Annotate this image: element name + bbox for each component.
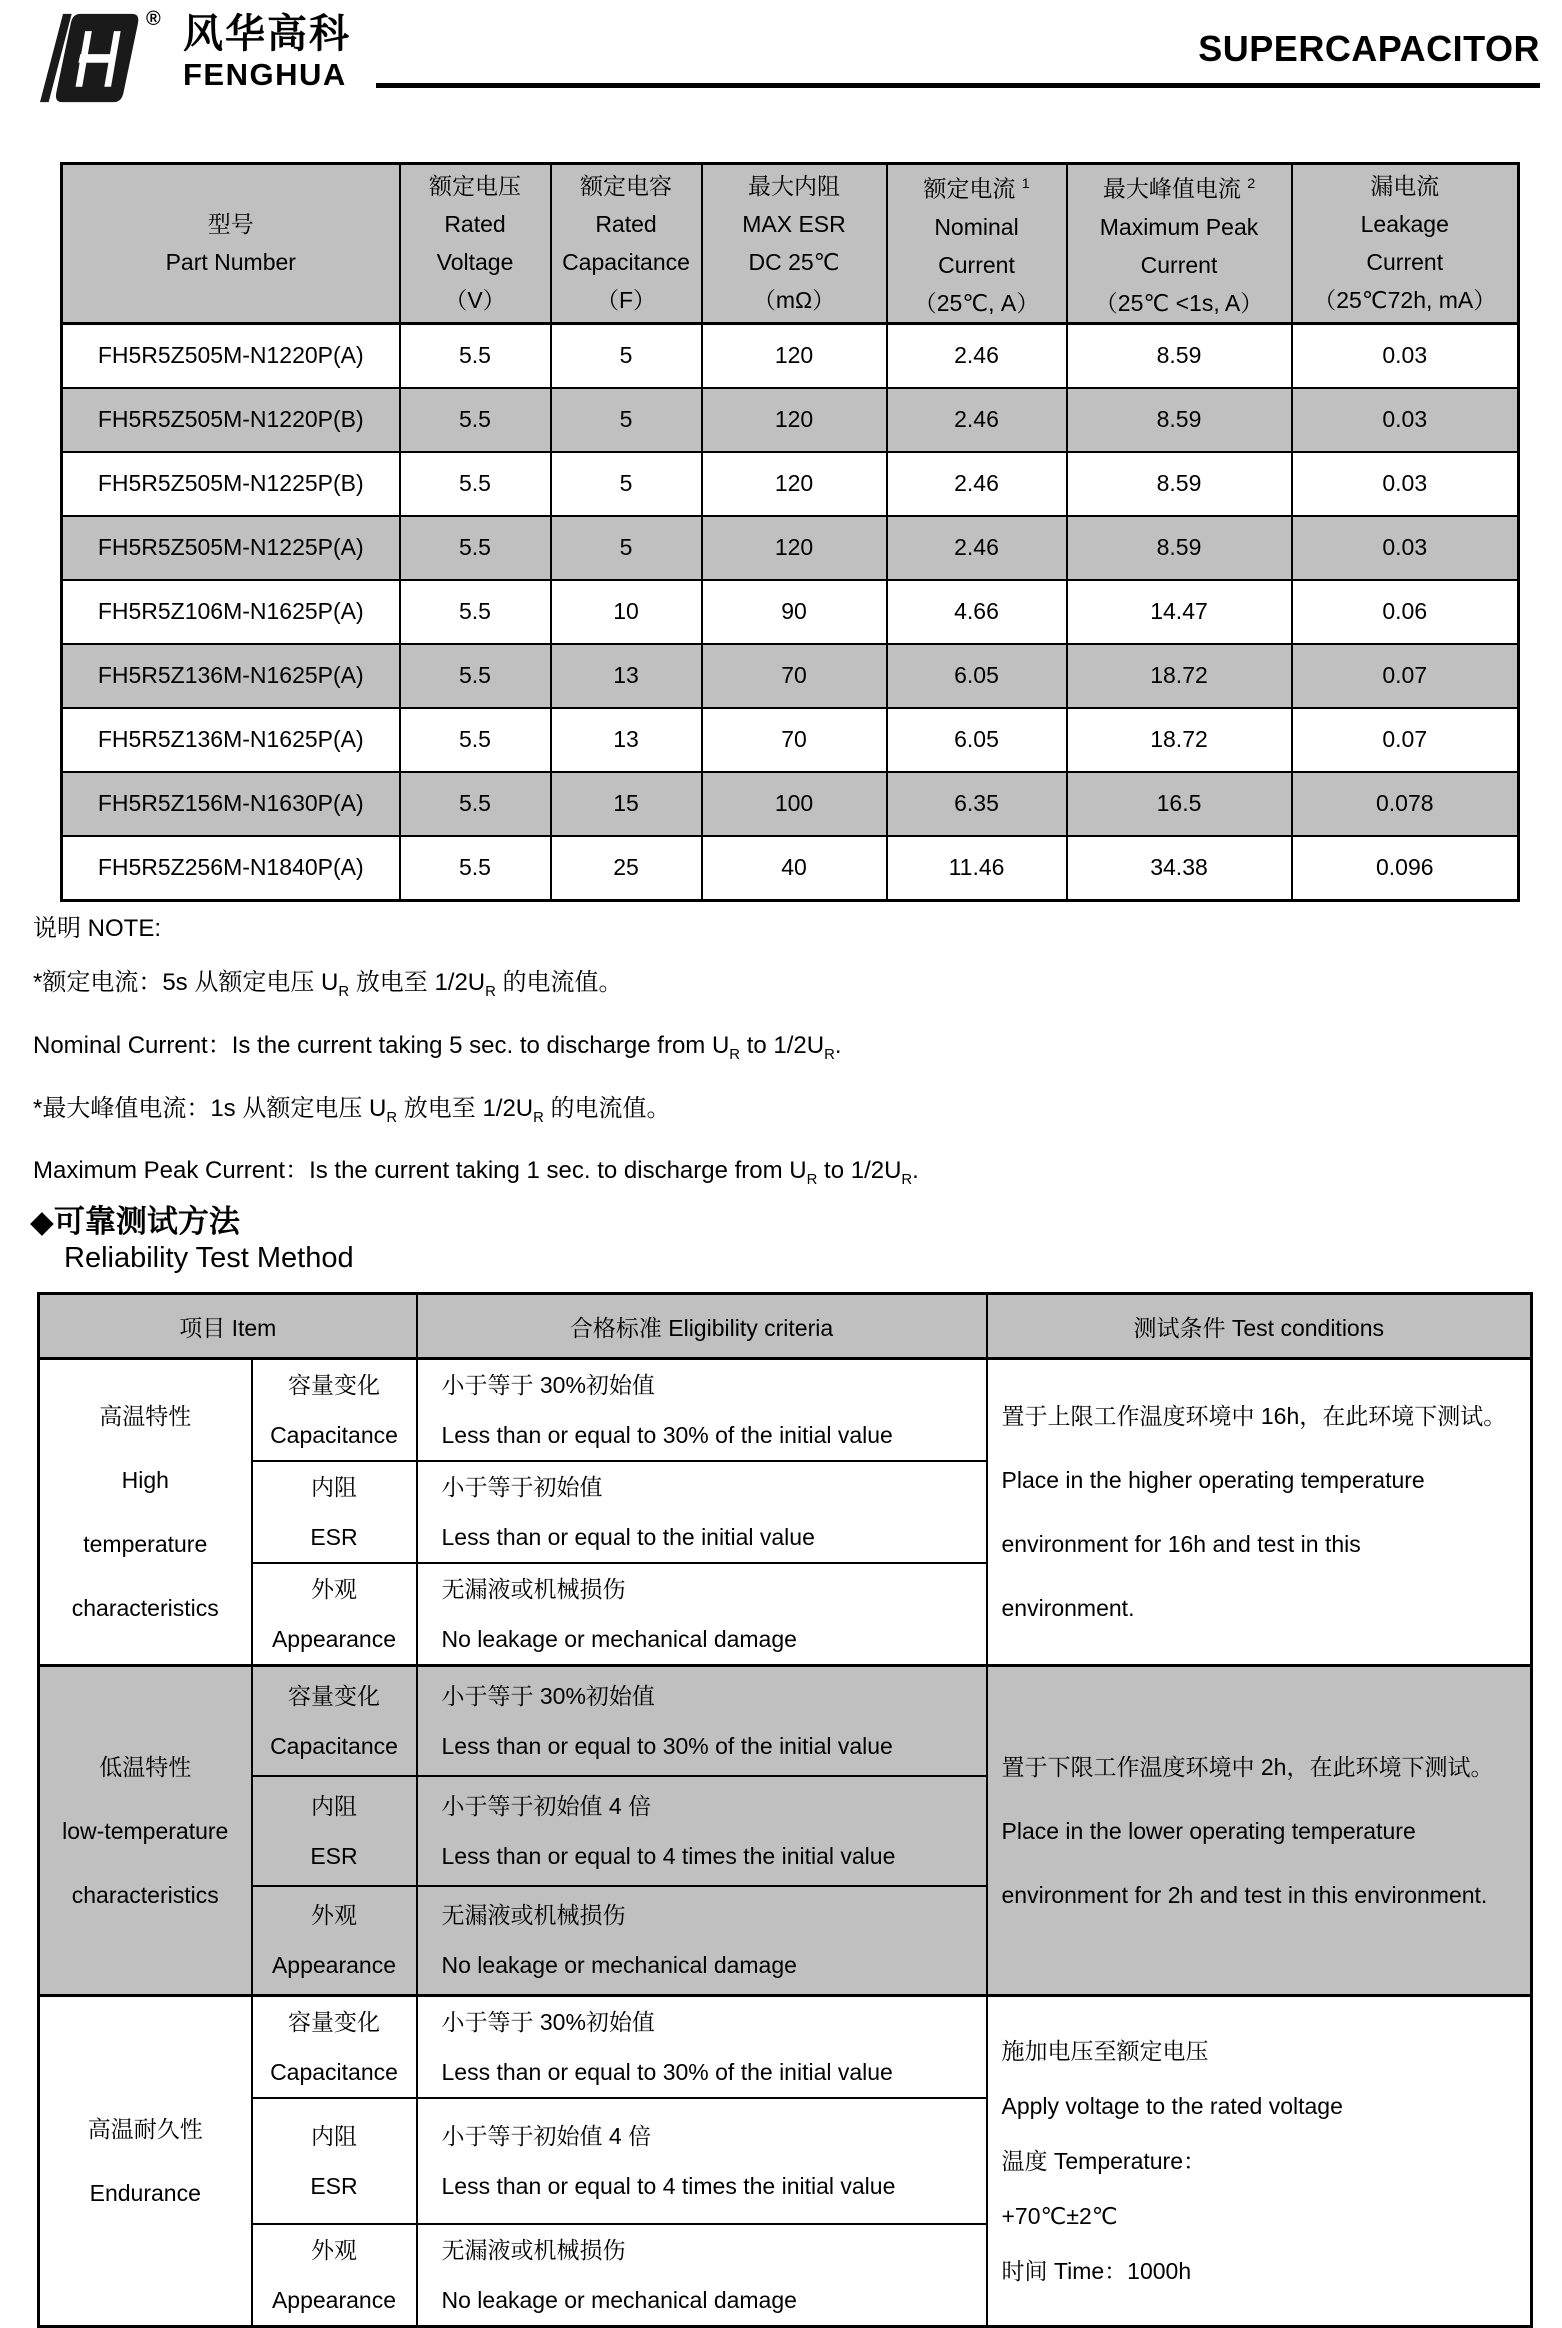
cell-nominal-current: 6.05 [887, 644, 1067, 708]
reliability-table-header [39, 1294, 1532, 1359]
cell-subitem-appearance: 外观 Appearance [252, 2224, 417, 2327]
col-header-conditions: 测试条件 Test conditions [987, 1294, 1532, 1359]
cell-capacitance: 13 [551, 644, 702, 708]
spec-table-body [62, 323, 1519, 900]
col-header-line: 最大峰值电流 $^2$ [1102, 175, 1256, 202]
col-header-line: Voltage [436, 249, 514, 276]
col-header-criteria: 合格标准 Eligibility criteria [417, 1294, 987, 1359]
cell-voltage: 5.5 [400, 388, 551, 452]
header-divider [376, 83, 1540, 88]
footnote-ref-1: 1 [1021, 176, 1030, 192]
cell-capacitance: 25 [551, 836, 702, 901]
cell-esr: 120 [702, 323, 887, 388]
col-header-line: （V） [444, 287, 506, 314]
cell-leakage-current: 0.07 [1292, 708, 1519, 772]
cell-leakage-current: 0.078 [1292, 772, 1519, 836]
cell-leakage-current: 0.03 [1292, 516, 1519, 580]
cell-peak-current: 14.47 [1067, 580, 1292, 644]
table-row [62, 516, 1519, 580]
col-header-line: Current [1140, 251, 1218, 278]
col-header-line: 额定电流 $^1$ [923, 175, 1030, 202]
cell-criteria: 小于等于 30%初始值 Less than or equal to 30% of the initial value [417, 1359, 987, 1462]
col-header-line: Current [1366, 249, 1444, 276]
cell-leakage-current: 0.03 [1292, 323, 1519, 388]
cell-nominal-current: 6.35 [887, 772, 1067, 836]
subscript-R: R [533, 1109, 544, 1126]
col-header-line: Rated [595, 211, 657, 238]
cell-esr: 120 [702, 452, 887, 516]
col-header-item: 项目 Item [39, 1294, 417, 1359]
notes-section [33, 902, 919, 1207]
cell-voltage: 5.5 [400, 580, 551, 644]
col-header-line: 额定电压 [429, 173, 521, 200]
cell-peak-current: 34.38 [1067, 836, 1292, 901]
col-header-line: （25℃, A） [913, 289, 1040, 316]
cell-voltage: 5.5 [400, 323, 551, 388]
cell-part-number: FH5R5Z505M-N1225P(A) [62, 516, 400, 580]
cell-esr: 100 [702, 772, 887, 836]
cell-esr: 120 [702, 388, 887, 452]
subscript-R: R [338, 983, 350, 1000]
cell-peak-current: 16.5 [1067, 772, 1292, 836]
col-header-line: Leakage [1360, 211, 1449, 238]
col-header-max-esr [702, 164, 887, 324]
section-heading-english: Reliability Test Method [64, 1242, 354, 1274]
cell-leakage-current: 0.03 [1292, 452, 1519, 516]
cell-item-high-temperature: 高温特性 High temperature characteristics [39, 1359, 252, 1666]
col-header-line: 漏电流 [1370, 173, 1440, 200]
col-header-line: （F） [595, 287, 657, 314]
cell-leakage-current: 0.07 [1292, 644, 1519, 708]
cell-peak-current: 18.72 [1067, 644, 1292, 708]
col-header-nominal-current [887, 164, 1067, 324]
col-header-rated-voltage [400, 164, 551, 324]
col-header-line: MAX ESR [742, 211, 846, 238]
cell-capacitance: 5 [551, 452, 702, 516]
col-header-line: 型号 [207, 211, 254, 238]
reliability-table [37, 1292, 1533, 2328]
cell-test-conditions: 置于上限工作温度环境中 16h，在此环境下测试。 Place in the higher operating temperature environment for 16h and test in this environment. [987, 1359, 1532, 1666]
col-header-part-number [62, 164, 400, 324]
cell-criteria: 小于等于 30%初始值 Less than or equal to 30% of the initial value [417, 1666, 987, 1776]
cell-leakage-current: 0.096 [1292, 836, 1519, 901]
cell-part-number: FH5R5Z136M-N1625P(A) [62, 708, 400, 772]
cell-criteria: 小于等于初始值 4 倍 Less than or equal to 4 times the initial value [417, 1776, 987, 1886]
col-header-line: DC 25℃ [748, 249, 840, 276]
cell-capacitance: 13 [551, 708, 702, 772]
cell-part-number: FH5R5Z136M-N1625P(A) [62, 644, 400, 708]
cell-part-number: FH5R5Z505M-N1225P(B) [62, 452, 400, 516]
cell-nominal-current: 2.46 [887, 452, 1067, 516]
cell-part-number: FH5R5Z256M-N1840P(A) [62, 836, 400, 901]
cell-subitem-esr: 内阻 ESR [252, 1776, 417, 1886]
subscript-R: R [824, 1046, 835, 1063]
cell-leakage-current: 0.03 [1292, 388, 1519, 452]
section-heading-chinese: ◆可靠测试方法 [30, 1204, 240, 1239]
col-header-line: 额定电容 [580, 173, 672, 200]
footnote-ref-2: 2 [1247, 176, 1256, 192]
subscript-R: R [806, 1172, 818, 1189]
notes-title: 说明 NOTE: [33, 915, 162, 942]
cell-capacitance: 15 [551, 772, 702, 836]
cell-capacitance: 5 [551, 388, 702, 452]
subscript-R: R [485, 983, 496, 1000]
fenghua-logo-icon [28, 10, 148, 106]
cell-part-number: FH5R5Z505M-N1220P(A) [62, 323, 400, 388]
cell-voltage: 5.5 [400, 836, 551, 901]
cell-test-conditions: 置于下限工作温度环境中 2h，在此环境下测试。 Place in the lower operating temperature environment for 2h and test in this environment. [987, 1666, 1532, 1996]
cell-subitem-capacitance: 容量变化 Capacitance [252, 1359, 417, 1462]
table-row [62, 836, 1519, 901]
cell-peak-current: 8.59 [1067, 452, 1292, 516]
col-header-line: 最大内阻 [748, 173, 840, 200]
cell-criteria: 小于等于初始值 Less than or equal to the initial value [417, 1461, 987, 1563]
col-header-rated-capacitance [551, 164, 702, 324]
page-title: SUPERCAPACITOR [1198, 28, 1540, 69]
cell-subitem-appearance: 外观 Appearance [252, 1563, 417, 1666]
col-header-line: Current [938, 251, 1015, 278]
col-header-max-peak-current [1067, 164, 1292, 324]
cell-nominal-current: 2.46 [887, 388, 1067, 452]
cell-part-number: FH5R5Z505M-N1220P(B) [62, 388, 400, 452]
cell-subitem-appearance: 外观 Appearance [252, 1886, 417, 1996]
note-line-peak-en: Maximum Peak Current：Is the current taking 1 sec. to discharge from $U_R$ to $1/2U_R$. [33, 1157, 919, 1189]
table-row [62, 580, 1519, 644]
col-header-line: （25℃ <1s, A） [1094, 289, 1264, 316]
cell-criteria: 小于等于 30%初始值 Less than or equal to 30% of the initial value [417, 1996, 987, 2099]
note-line-nominal-en: Nominal Current：Is the current taking 5 sec. to discharge from $U_R$ to $1/2U_R$. [33, 1031, 842, 1063]
cell-capacitance: 5 [551, 516, 702, 580]
cell-subitem-capacitance: 容量变化 Capacitance [252, 1996, 417, 2099]
cell-peak-current: 8.59 [1067, 323, 1292, 388]
brand-name-english: FENGHUA [183, 57, 347, 92]
cell-item-endurance: 高温耐久性 Endurance [39, 1996, 252, 2327]
cell-voltage: 5.5 [400, 772, 551, 836]
table-row [39, 1996, 1532, 2099]
table-row [62, 388, 1519, 452]
cell-peak-current: 8.59 [1067, 388, 1292, 452]
reliability-table-body [39, 1359, 1532, 2327]
cell-esr: 70 [702, 644, 887, 708]
cell-voltage: 5.5 [400, 452, 551, 516]
col-header-line: Maximum Peak [1099, 213, 1259, 240]
table-row [39, 1359, 1532, 1462]
brand-name-chinese: 风华高科 [183, 12, 351, 56]
table-row [62, 323, 1519, 388]
subscript-R: R [386, 1109, 398, 1126]
table-row [39, 1666, 1532, 1776]
cell-peak-current: 18.72 [1067, 708, 1292, 772]
cell-nominal-current: 11.46 [887, 836, 1067, 901]
registered-trademark-icon: ® [146, 8, 161, 30]
table-row [62, 452, 1519, 516]
subscript-R: R [729, 1046, 741, 1063]
cell-peak-current: 8.59 [1067, 516, 1292, 580]
cell-nominal-current: 6.05 [887, 708, 1067, 772]
col-header-line: （25℃72h, mA） [1313, 287, 1497, 314]
col-header-line: Rated [444, 211, 506, 238]
cell-criteria: 小于等于初始值 4 倍 Less than or equal to 4 times the initial value [417, 2098, 987, 2224]
cell-subitem-esr: 内阻 ESR [252, 2098, 417, 2224]
cell-capacitance: 10 [551, 580, 702, 644]
col-header-line: Nominal [934, 213, 1019, 240]
col-header-line: Part Number [165, 249, 296, 276]
subscript-R: R [901, 1172, 913, 1189]
specifications-table [60, 162, 1520, 902]
cell-criteria: 无漏液或机械损伤 No leakage or mechanical damage [417, 1563, 987, 1666]
cell-subitem-esr: 内阻 ESR [252, 1461, 417, 1563]
cell-capacitance: 5 [551, 323, 702, 388]
cell-criteria: 无漏液或机械损伤 No leakage or mechanical damage [417, 1886, 987, 1996]
table-row [62, 708, 1519, 772]
spec-header-row [62, 164, 1519, 324]
col-header-line: Capacitance [562, 249, 690, 276]
reliability-header-row [39, 1294, 1532, 1359]
cell-item-low-temperature: 低温特性 low-temperature characteristics [39, 1666, 252, 1996]
cell-part-number: FH5R5Z156M-N1630P(A) [62, 772, 400, 836]
cell-nominal-current: 2.46 [887, 323, 1067, 388]
cell-esr: 90 [702, 580, 887, 644]
table-row [62, 644, 1519, 708]
cell-subitem-capacitance: 容量变化 Capacitance [252, 1666, 417, 1776]
cell-leakage-current: 0.06 [1292, 580, 1519, 644]
col-header-leakage-current [1292, 164, 1519, 324]
cell-criteria: 无漏液或机械损伤 No leakage or mechanical damage [417, 2224, 987, 2327]
cell-test-conditions: 施加电压至额定电压 Apply voltage to the rated voltage 温度 Temperature： +70℃±2℃ 时间 Time：1000h [987, 1996, 1532, 2327]
cell-esr: 40 [702, 836, 887, 901]
cell-esr: 120 [702, 516, 887, 580]
col-header-line: （mΩ） [752, 287, 836, 314]
cell-esr: 70 [702, 708, 887, 772]
cell-part-number: FH5R5Z106M-N1625P(A) [62, 580, 400, 644]
cell-nominal-current: 2.46 [887, 516, 1067, 580]
note-line-nominal-cn: *额定电流：5s 从额定电压 $U_R$ 放电至 $1/2U_R$ 的电流值。 [33, 969, 623, 1000]
note-line-peak-cn: *最大峰值电流：1s 从额定电压 $U_R$ 放电至 $1/2U_R$ 的电流值。 [33, 1094, 671, 1126]
brand-block [183, 14, 351, 90]
cell-nominal-current: 4.66 [887, 580, 1067, 644]
cell-voltage: 5.5 [400, 708, 551, 772]
spec-table-header [62, 164, 1519, 324]
cell-voltage: 5.5 [400, 516, 551, 580]
table-row [62, 772, 1519, 836]
cell-voltage: 5.5 [400, 644, 551, 708]
